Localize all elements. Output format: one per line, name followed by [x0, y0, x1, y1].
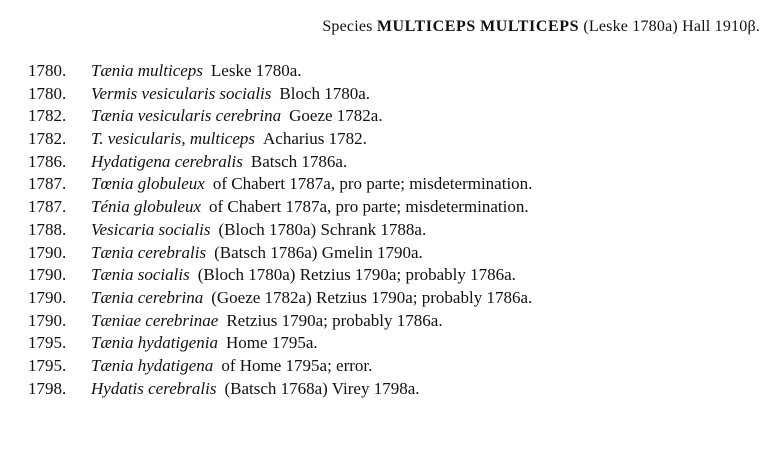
entry-year: 1790.	[28, 265, 67, 285]
synonym-entry	[28, 128, 768, 151]
synonym-entry	[28, 60, 768, 83]
entry-taxon-name: Tænia multiceps	[91, 61, 203, 80]
entry-authority-note: of Home 1795a; error.	[221, 355, 373, 375]
synonym-entry	[28, 378, 768, 401]
header-prefix: Species	[322, 18, 373, 35]
page-header	[170, 18, 760, 36]
header-species: MULTICEPS	[480, 18, 580, 35]
entry-year: 1786.	[28, 151, 67, 171]
entry-authority-note: (Batsch 1768a) Virey 1798a.	[224, 378, 420, 398]
entry-authority-note: Goeze 1782a.	[289, 106, 383, 126]
entry-taxon-name: Vermis vesicularis socialis	[91, 83, 272, 103]
entry-taxon-name: Tœnia globuleux	[91, 174, 205, 194]
entry-year: 1795.	[28, 333, 67, 353]
synonym-entry	[28, 287, 768, 310]
entry-taxon-name: Tænia vesicularis cerebrina	[91, 106, 282, 126]
entry-authority-note: Leske 1780a.	[210, 61, 302, 80]
entry-authority-note: of Chabert 1787a, pro parte; misdetermination.	[209, 197, 529, 217]
entry-taxon-name: Tænia hydatigena	[91, 355, 214, 375]
synonym-list	[28, 60, 768, 400]
entry-year: 1787.	[28, 174, 67, 194]
entry-taxon-name: Tæniae cerebrinae	[91, 310, 219, 330]
entry-year: 1798.	[28, 378, 67, 398]
entry-year: 1780.	[28, 61, 67, 80]
entry-year: 1790.	[28, 310, 67, 330]
entry-taxon-name: Ténia globuleux	[91, 197, 202, 217]
entry-authority-note: (Bloch 1780a) Retzius 1790a; probably 1786a.	[197, 265, 516, 285]
entry-taxon-name: Tænia cerebrina	[91, 287, 204, 307]
entry-year: 1790.	[28, 242, 67, 262]
entry-year: 1782.	[28, 129, 67, 149]
header-authority: (Leske 1780a) Hall 1910β.	[583, 18, 760, 35]
entry-authority-note: (Batsch 1786a) Gmelin 1790a.	[214, 242, 423, 262]
entry-authority-note: Acharius 1782.	[263, 129, 367, 149]
synonym-entry	[28, 242, 768, 265]
synonym-entry	[28, 151, 768, 174]
synonym-entry	[28, 219, 768, 242]
synonym-entry	[28, 264, 768, 287]
synonym-entry	[28, 173, 768, 196]
synonym-entry	[28, 355, 768, 378]
entry-taxon-name: Hydatigena cerebralis	[91, 151, 243, 171]
entry-year: 1788.	[28, 219, 67, 239]
entry-year: 1790.	[28, 287, 67, 307]
entry-year: 1787.	[28, 197, 67, 217]
synonym-entry	[28, 196, 768, 219]
entry-authority-note: Batsch 1786a.	[250, 151, 348, 171]
entry-year: 1780.	[28, 83, 67, 103]
header-genus: MULTICEPS	[376, 18, 476, 35]
synonym-entry	[28, 83, 768, 106]
entry-authority-note: (Bloch 1780a) Schrank 1788a.	[218, 219, 427, 239]
entry-taxon-name: Vesicaria socialis	[91, 219, 211, 239]
entry-authority-note: (Goeze 1782a) Retzius 1790a; probably 1786a.	[211, 287, 533, 307]
synonym-entry	[28, 105, 768, 128]
entry-taxon-name: T. vesicularis, multiceps	[91, 129, 255, 149]
entry-taxon-name: Tænia socialis	[91, 265, 190, 285]
entry-authority-note: Bloch 1780a.	[279, 83, 371, 103]
synonym-entry	[28, 310, 768, 333]
entry-authority-note: Home 1795a.	[226, 333, 318, 353]
entry-authority-note: of Chabert 1787a, pro parte; misdetermination.	[212, 174, 533, 194]
entry-taxon-name: Tænia cerebralis	[91, 242, 207, 262]
entry-year: 1782.	[28, 106, 67, 126]
entry-taxon-name: Tænia hydatigenia	[91, 333, 219, 353]
entry-taxon-name: Hydatis cerebralis	[91, 378, 217, 398]
entry-authority-note: Retzius 1790a; probably 1786a.	[226, 310, 443, 330]
synonym-entry	[28, 332, 768, 355]
entry-year: 1795.	[28, 355, 67, 375]
